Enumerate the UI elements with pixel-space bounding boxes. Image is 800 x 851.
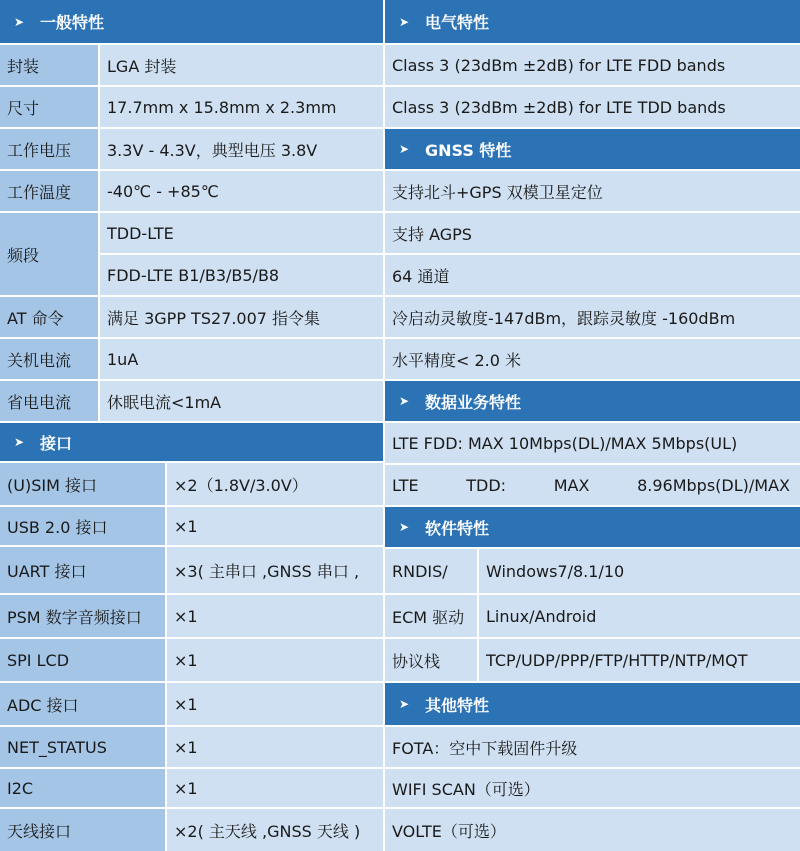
- section-title: 数据业务特性: [425, 392, 522, 412]
- interface-label: NET_STATUS: [0, 727, 167, 767]
- spec-value: 满足 3GPP TS27.007 指令集: [100, 297, 383, 337]
- spec-value: TDD-LTE: [100, 213, 383, 255]
- spec-value: VOLTE（可选）: [385, 809, 800, 851]
- other-row-fota: [385, 727, 800, 769]
- interface-label: UART 接口: [0, 547, 167, 593]
- spec-value: [385, 465, 800, 505]
- spec-value: 冷启动灵敏度-147dBm，跟踪灵敏度 -160dBm: [385, 297, 800, 337]
- interface-row-antenna: [0, 809, 383, 851]
- spec-value-part: MAX: [553, 475, 590, 495]
- spec-value: FOTA：空中下载固件升级: [385, 727, 800, 767]
- interface-value: ×2（1.8V/3.0V）: [167, 463, 383, 505]
- spec-label: 关机电流: [0, 339, 100, 379]
- spec-row-off-current: [0, 339, 383, 381]
- interface-value: ×1: [167, 507, 383, 545]
- spec-row-bands: [0, 213, 383, 297]
- section-header-other: [385, 683, 800, 727]
- arrow-icon: ➤: [398, 520, 410, 534]
- arrow-icon: ➤: [398, 14, 410, 29]
- spec-value: 休眠电流<1mA: [100, 381, 383, 421]
- spec-value: WIFI SCAN（可选）: [385, 769, 800, 807]
- software-row-ecm: [385, 595, 800, 639]
- interface-value: ×1: [167, 727, 383, 767]
- spec-label: 工作温度: [0, 171, 100, 211]
- interface-label: PSM 数字音频接口: [0, 595, 167, 637]
- gnss-row-accuracy: [385, 339, 800, 381]
- interface-value: ×3( 主串口 ,GNSS 串口 ,: [167, 547, 383, 593]
- spec-row-size: [0, 87, 383, 129]
- interface-label: (U)SIM 接口: [0, 463, 167, 505]
- spec-label: 频段: [0, 213, 100, 295]
- section-title: 软件特性: [425, 518, 490, 538]
- interface-value: ×1: [167, 683, 383, 725]
- spec-label: 省电电流: [0, 381, 100, 421]
- spec-value: LTE FDD: MAX 10Mbps(DL)/MAX 5Mbps(UL): [385, 423, 800, 463]
- spec-row-package: [0, 45, 383, 87]
- spec-value-part: LTE: [392, 475, 419, 495]
- interface-label: SPI LCD: [0, 639, 167, 681]
- software-label: 协议栈: [385, 639, 479, 681]
- interface-value: ×2( 主天线 ,GNSS 天线 ): [167, 809, 383, 851]
- data-service-row-fdd: [385, 423, 800, 465]
- interface-label: 天线接口: [0, 809, 167, 851]
- interface-row-net-status: [0, 727, 383, 769]
- software-value: Linux/Android: [479, 595, 800, 637]
- gnss-row-channels: [385, 255, 800, 297]
- spec-value: 17.7mm x 15.8mm x 2.3mm: [100, 87, 383, 127]
- spec-value: Class 3 (23dBm ±2dB) for LTE FDD bands: [385, 45, 800, 85]
- gnss-row-dual: [385, 171, 800, 213]
- section-header-data-service: [385, 381, 800, 423]
- interface-row-psm: [0, 595, 383, 639]
- interface-row-usb: [0, 507, 383, 547]
- spec-row-temperature: [0, 171, 383, 213]
- interface-row-sim: [0, 463, 383, 507]
- section-title: 接口: [40, 433, 73, 453]
- section-title: 电气特性: [425, 13, 490, 32]
- software-row-rndis: [385, 549, 800, 595]
- interface-label: USB 2.0 接口: [0, 507, 167, 545]
- interface-label: I2C: [0, 769, 167, 807]
- arrow-icon: ➤: [398, 142, 410, 156]
- spec-value: 64 通道: [385, 255, 800, 295]
- spec-value-part: 8.96Mbps(DL)/MAX: [637, 475, 790, 495]
- electrical-row-fdd: [385, 45, 800, 87]
- spec-value: -40℃ - +85℃: [100, 171, 383, 211]
- interface-row-i2c: [0, 769, 383, 809]
- spec-value: 水平精度< 2.0 米: [385, 339, 800, 379]
- section-header-interface: [0, 423, 383, 463]
- spec-value-group: [100, 213, 383, 295]
- spec-row-at: [0, 297, 383, 339]
- spec-value: 3.3V - 4.3V，典型电压 3.8V: [100, 129, 383, 169]
- other-row-wifi: [385, 769, 800, 809]
- section-header-gnss: [385, 129, 800, 171]
- section-header-electrical: [385, 0, 800, 45]
- section-header-general: [0, 0, 383, 45]
- software-label: RNDIS/: [385, 549, 479, 593]
- spec-value: FDD-LTE B1/B3/B5/B8: [100, 255, 383, 295]
- software-value: Windows7/8.1/10: [479, 549, 800, 593]
- arrow-icon: ➤: [13, 435, 25, 449]
- spec-value-part: TDD:: [466, 475, 507, 495]
- spec-label: 尺寸: [0, 87, 100, 127]
- software-label: ECM 驱动: [385, 595, 479, 637]
- data-service-row-tdd: [385, 465, 800, 507]
- section-title: 一般特性: [40, 13, 105, 32]
- interface-row-spi: [0, 639, 383, 683]
- gnss-row-agps: [385, 213, 800, 255]
- spec-label: 封装: [0, 45, 100, 85]
- arrow-icon: ➤: [398, 394, 410, 408]
- software-value: TCP/UDP/PPP/FTP/HTTP/NTP/MQT: [479, 639, 800, 681]
- arrow-icon: ➤: [13, 14, 25, 29]
- spec-value: 1uA: [100, 339, 383, 379]
- gnss-row-sensitivity: [385, 297, 800, 339]
- spec-label: AT 命令: [0, 297, 100, 337]
- spec-row-voltage: [0, 129, 383, 171]
- section-title: 其他特性: [425, 695, 490, 715]
- spec-value: LGA 封装: [100, 45, 383, 85]
- electrical-row-tdd: [385, 87, 800, 129]
- interface-row-adc: [0, 683, 383, 727]
- section-header-software: [385, 507, 800, 549]
- software-row-stack: [385, 639, 800, 683]
- spec-value: 支持 AGPS: [385, 213, 800, 253]
- spec-value: Class 3 (23dBm ±2dB) for LTE TDD bands: [385, 87, 800, 127]
- interface-value: ×1: [167, 769, 383, 807]
- spec-label: 工作电压: [0, 129, 100, 169]
- spec-row-sleep-current: [0, 381, 383, 423]
- interface-value: ×1: [167, 639, 383, 681]
- other-row-volte: [385, 809, 800, 851]
- section-title: GNSS 特性: [425, 140, 512, 160]
- interface-value: ×1: [167, 595, 383, 637]
- arrow-icon: ➤: [398, 697, 410, 711]
- interface-row-uart: [0, 547, 383, 595]
- spec-value: 支持北斗+GPS 双模卫星定位: [385, 171, 800, 211]
- interface-label: ADC 接口: [0, 683, 167, 725]
